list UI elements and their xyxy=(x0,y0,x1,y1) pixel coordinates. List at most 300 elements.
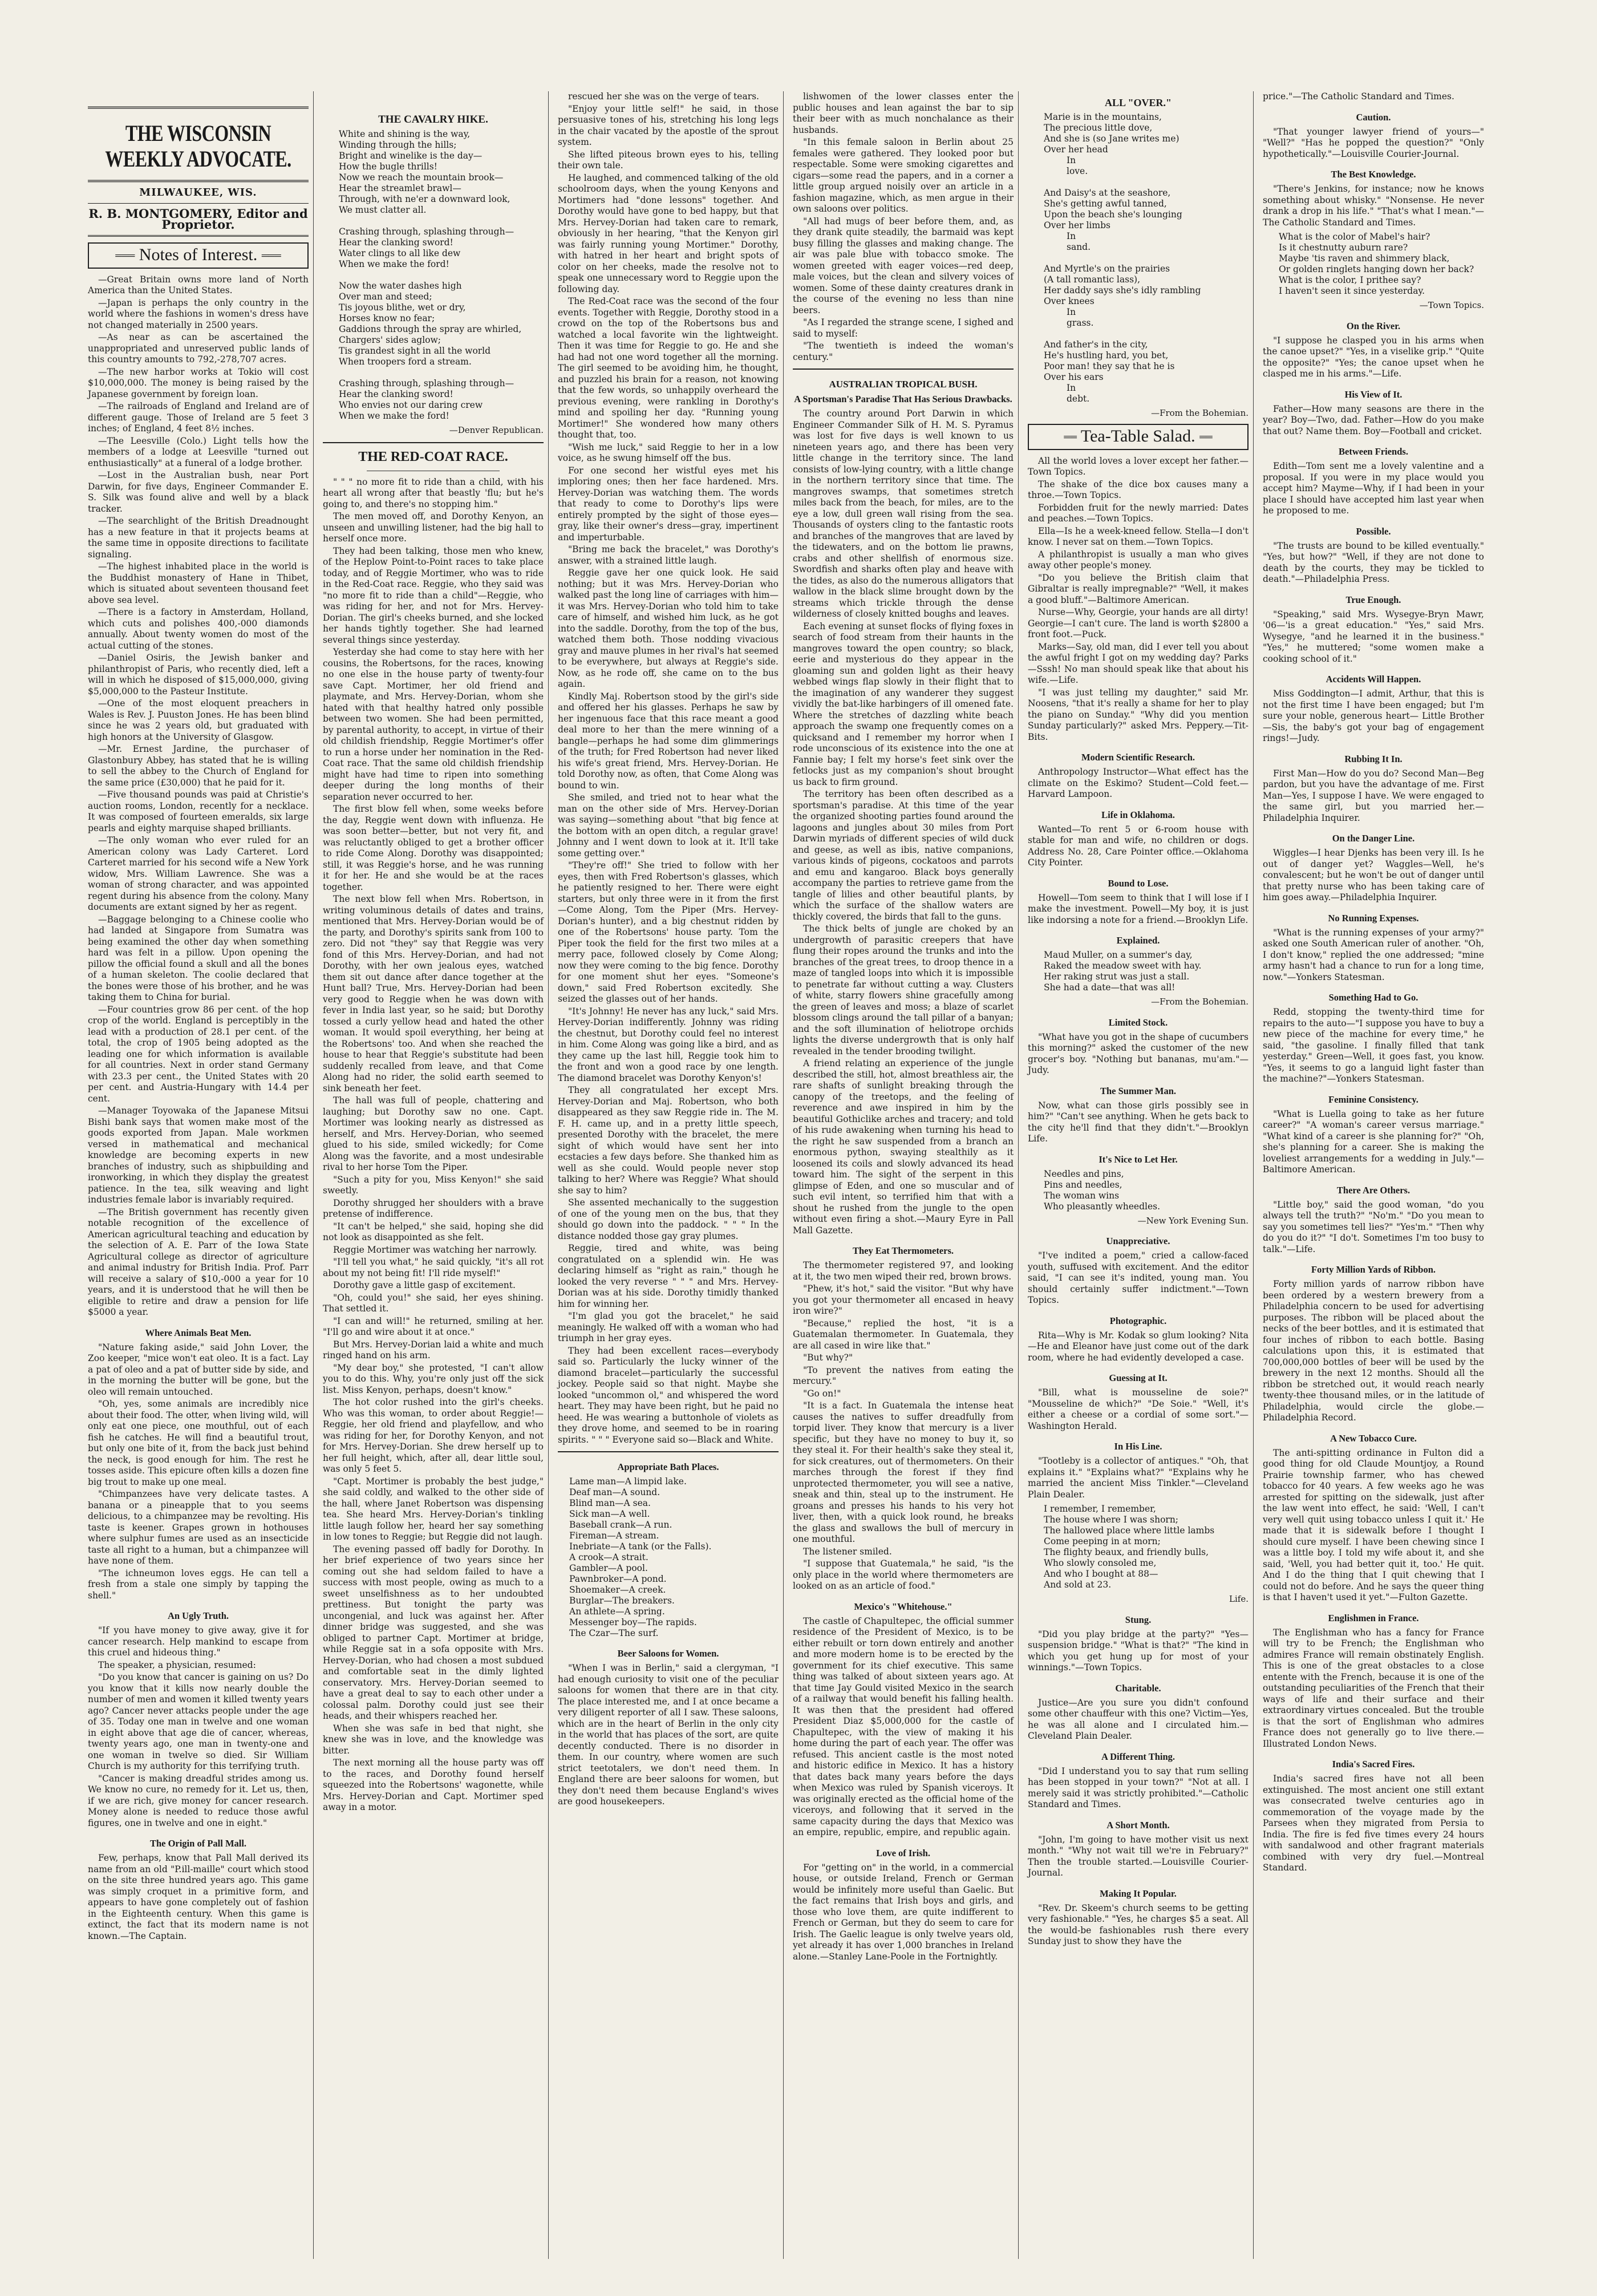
source-credit: —From the Bohemian. xyxy=(1151,997,1249,1007)
paragraph: "Speaking," said Mrs. Wysegye-Bryn Mawr, '06—'is a great education." "Yes," said Mrs. Wysegye, "and he learned it in the business." "Yes," he muttered; "some women make a cooking school of it." xyxy=(1263,609,1484,664)
article-heading: A New Tobacco Cure. xyxy=(1330,1432,1417,1444)
paragraph: They had been excellent races—everybody said so. Particularly the lucky winner of the diamond bracelet—particularly the successful jockey. People said so that night. Maybe she looked "uncommon ol," and whispered the word heart. They may have been right, but he paid no heed. He was wearing a buttonhole of violets as they drove home, and seemed to be in roaring spirits. " " " Everyone said so—Black and White. xyxy=(558,1345,779,1445)
paragraph: "Rev. Dr. Skeem's church seems to be getting very fashionable." "Yes, he charges $5 a seat. All the would-be fashionables rush there every Sunday just to show they have the xyxy=(1028,1902,1249,1947)
paragraph: The hall was full of people, chattering and laughing; but Dorothy saw no one. Capt. Mortimer was looking nearly as distressed as herself, and Mrs. Hervey-Dorian, who seemed glued to his side, smiled wickedly; for Come Along was the favorite, and a most undesirable rival to her horse Tom the Piper. xyxy=(323,1095,544,1172)
list-item: The Czar—The surf. xyxy=(569,1628,659,1638)
paragraph: " " " no more fit to ride than a child, with his heart all wrong after that beastly 'flu; but he's going to, and there's no stopping him." xyxy=(323,476,544,509)
joke: Marks—Say, old man, did I ever tell you about the awful fright I got on my wedding day? Parks—Sssh! No man should speak like that about his wife.—Life. xyxy=(1028,641,1249,686)
notes-of-interest-heading: ═══ Notes of Interest. ═══ xyxy=(88,242,309,269)
article-heading: Between Friends. xyxy=(1339,446,1408,457)
verse-line: Gaddions through the spray are whirled, xyxy=(339,324,522,334)
paragraph: Miss Goddington—I admit, Arthur, that this is not the first time I have been engaged; but I'm sure your noble, generous heart— Little Brother—Sis, the baby's got your bag of engagement rings!—Judy. xyxy=(1263,689,1484,743)
verse-line: The precious little dove, xyxy=(1044,123,1153,133)
paragraph: "All had mugs of beer before them, and, as they drank quite steadily, the barmaid was kept busy filling the glasses and making change. The air was pale blue with tobacco smoke. The women greeted with eager voices—red deep, male voices, but the clean and silvery voices of women. Some of these dainty creatures drank in the course of the evening no less than nine beers. xyxy=(793,216,1014,315)
list-item: Lame man—A limpid lake. xyxy=(569,1476,687,1487)
article-heading: Caution. xyxy=(1356,111,1391,123)
column-6 xyxy=(1260,91,1489,2259)
article-heading: Stung. xyxy=(1125,1614,1152,1625)
verse-line: Who envies not our daring crew xyxy=(339,400,483,410)
paragraph: She smiled, and tried not to hear what the man on the other side of Mrs. Hervey-Dorian was saying—something about "that big fence at the bottom with an open ditch, a regular grave! Johnny and I went down to look at it. It'll take some getting over." xyxy=(558,792,779,859)
note-item: —Five thousand pounds was paid at Christie's auction rooms, London, recently for a necklace. It was composed of fourteen emeralds, six large pearls and eighty marquise shaped brilliants. xyxy=(88,789,309,833)
verse-line: And who I bought at 88— xyxy=(1044,1569,1158,1580)
article-heading: His View of It. xyxy=(1344,388,1403,400)
article-body xyxy=(793,408,1014,1236)
paragraph: They all congratulated her except Mrs. Hervey-Dorian and Maj. Robertson, who both disappeared as they saw Reggie ride in. The M. F. H. came up, and in a pretty little speech, presented Dorothy with the bracelet, the mere sight of which would have sent her into ecstacies a few days before. She thanked him as well as she could. Would people never stop talking to her? Where was Reggie? What should she say to him? xyxy=(558,1085,779,1196)
verse-line: And Myrtle's on the prairies xyxy=(1044,264,1170,274)
paragraph: Reggie Mortimer was watching her narrowly. xyxy=(333,1244,537,1255)
paragraph: Reggie, tired and white, was being congratulated on a splendid win. He was declaring himself as "right as rain," though he looked the very reverse " " " and Mrs. Hervey-Dorian was at his side. Dorothy timidly thanked him for winning her. xyxy=(558,1243,779,1309)
paragraph: rescued her she was on the verge of tears. xyxy=(568,91,759,102)
article-body xyxy=(88,1853,309,1942)
paragraph: "There's Jenkins, for instance; now he knows something about whisky." "Nonsense. He never drank a drop in his life." "That's what I mean."—The Catholic Standard and Times. xyxy=(1263,184,1484,228)
paragraph: "Bring me back the bracelet," was Dorothy's answer, with a strained little laugh. xyxy=(558,544,779,566)
verse-line xyxy=(1044,329,1249,339)
note-item: —Japan is perhaps the only country in the world where the fashions in women's dress have not changed materially in 2500 years. xyxy=(88,297,309,330)
paragraph: "My dear boy," she protested, "I can't allow you to do this. Why, you're only just off the sick list. Miss Kenyon, perhaps, doesn't know." xyxy=(323,1362,544,1395)
verse-line: Now we reach the mountain brook— xyxy=(339,172,504,183)
paragraph: The speaker, a physician, resumed: xyxy=(98,1659,256,1670)
paragraph: "Bill, what is mousseline de soie?" "Mousseline de which?" "De Soie." "Well, it's either a cheese or a cordial of some sort."—Washington Herald. xyxy=(1028,1387,1249,1431)
paragraph: "I'll tell you what," he said quickly, "it's all rot about my not being fit! I'll ride myself!" xyxy=(323,1257,544,1278)
jokes-list xyxy=(1028,456,1249,743)
article-heading: Charitable. xyxy=(1115,1682,1161,1694)
joke: Ella—Is he a week-kneed fellow. Stella—I don't know. I never sat on them.—Town Topics. xyxy=(1028,525,1249,548)
jokes-continued xyxy=(1263,91,1484,1874)
note-item: —The British government has recently given notable recognition of the excellence of American agricultural teaching and education by the selection of A. E. Parr of the Iowa State Agricultural college as director of agriculture and animal industry for British India. Prof. Parr will receive a salary of $10,-000 a year for 10 years, and it is understood that he will then be eligible to retire and draw a pension for life $5000 a year. xyxy=(88,1206,309,1318)
article-heading: Something Had to Go. xyxy=(1328,992,1418,1003)
verse-line: Tis grandest sight in all the world xyxy=(339,346,491,356)
verse xyxy=(1028,950,1249,993)
note-item: —One of the most eloquent preachers in Wales is Rev. J. Puuston Jones. He has been blind since he was 2 years old, but graduated with high honors at the University of Glasgow. xyxy=(88,698,309,742)
article-heading: On the River. xyxy=(1346,320,1401,331)
list-item: An athlete—A spring. xyxy=(569,1606,665,1617)
paragraph: The country around Port Darwin in which Engineer Commander Silk of H. M. S. Pyramus was lost for five days is well known to us nineteen years ago, and there has been very little change in the territory since. The land consists of low-lying country, with a little change in the northern territory since that time. The mangroves swamps, that sometimes stretch miles back from the beach, for miles, are to the eye a low, dull green wall rising from the sea. Thousands of oysters cling to the fantastic roots and branches of the mangroves that are laved by the tidewaters, and on the bottom lie prawns, crabs and other shellfish of enormous size. Swordfish and sharks often play and heave with the tides, as also do the numerous alligators that wallow in the black slime brought down by the streams which trickle through the dense wilderness of closely knitted boughs and leaves. xyxy=(793,408,1014,619)
joke: The shake of the dice box causes many a throe.—Town Topics. xyxy=(1028,479,1249,501)
story-continued xyxy=(558,91,779,1445)
article-heading: Forty Million Yards of Ribbon. xyxy=(1311,1264,1436,1275)
paragraph: "That younger lawyer friend of yours—" "Well?" "Has he popped the question?" "Only hypothetically."—Louisville Courier-Journal. xyxy=(1263,126,1484,159)
joke: A philanthropist is usually a man who gives away other people's money. xyxy=(1028,549,1249,571)
paragraph: He laughed, and commenced talking of the old schoolroom days, when the young Kenyons and Mortimers had "done lessons" together. And Dorothy would have gone to bed happy, but that Mrs. Hervey-Dorian had taken care to remark, obviously in her hearing, "that the Kenyon girl was fairly running young Mortimer." Dorothy, with hatred in her heart and bright spots of color on her cheeks, made the resolve not to speak one unnecessary word to Reggie upon the following day. xyxy=(558,172,779,294)
paragraph: "Oh, could you!" she said, her eyes shining. That settled it. xyxy=(323,1292,544,1314)
article-heading: True Enough. xyxy=(1345,594,1401,605)
article-heading: Modern Scientific Research. xyxy=(1081,752,1195,763)
column-2 xyxy=(321,91,549,2259)
verse xyxy=(1028,1169,1249,1212)
paragraph: "I can and will!" he returned, smiling at her. "I'll go and wire about it at once." xyxy=(323,1315,544,1337)
paragraph: lishwomen of the lower classes enter the public houses and lean against the bar to sip their beer with as much nonchalance as their husbands. xyxy=(793,91,1014,135)
paragraph: "The twentieth is indeed the woman's century." xyxy=(793,341,1014,362)
article-heading: There Are Others. xyxy=(1336,1184,1410,1196)
paragraph: Howell—Tom seem to think that I will lose if I make the investment. Powell—My boy, it is just like indorsing a note for a friend.—Brooklyn Life. xyxy=(1028,892,1249,925)
list-item: Pawnbroker—A pond. xyxy=(569,1574,667,1584)
note-item: —The highest inhabited place in the world is the Buddhist monastery of Hane in Thibet, which is situated about seventeen thousand feet above sea level. xyxy=(88,561,309,605)
verse-line: Poor man! they say that he is xyxy=(1044,361,1175,371)
verse-line: Crashing through, splashing through— xyxy=(339,226,514,237)
verse-line xyxy=(339,216,544,226)
paragraph: The Englishman who has a fancy for France will try to be French; the Englishman who admires France will remain obstinately English. This is one of the great obstacles to a close entente with the French, because it is one of the outstanding peculiarities of the French that their ways of life and their surface and their extraordinary virtues concealed. But the trouble is that the sort of Englishman who admires France does not generally go to live there.—Illustrated London News. xyxy=(1263,1627,1484,1749)
paragraph: "When I was in Berlin," said a clergyman, "I had enough curiosity to visit one of the peculiar saloons for women that there are in that city. The place interested me, and I at once became a very diligent reporter of all I saw. These saloons, which are in the heart of Berlin in the only city in the world that has places of the sort, are quite decently conducted. There is no disorder in them. In our country, where women are such strict teetotalers, we don't need them. In England there are beer saloons for women, but they don't need them because England's wives are good housekeepers. xyxy=(558,1663,779,1807)
paragraph: "It is a fact. In Guatemala the intense heat causes the natives to suffer dreadfully from torpid liver. They know that mercury is a liver specific, but they have no money to buy it, so they steal it. For their health's sake they steal it, for sick creatures, out of thermometers. On their marches through the forest if they find unprotected thermometer, you will see a native, sneak and thin, steal up to the instrument. He groans and presses his hands to his very hot liver, then, with a quick look round, he breaks the glass and swallows the bull of mercury in one mouthful. xyxy=(793,1400,1014,1544)
verse-line: The woman wins xyxy=(1044,1190,1120,1201)
paragraph: The first blow fell when, some weeks before the day, Reggie went down with influenza. He was soon better—better, but not very fit, and was reluctantly obliged to get a brother officer to ride Come Along. Dorothy was disappointed; still, it was Reggie's horse, and he was running it for her. He and she would be at the races together. xyxy=(323,804,544,892)
article-body xyxy=(793,1616,1014,1839)
note-item: —Great Britain owns more land of North America than the United States. xyxy=(88,274,309,296)
note-item: —As near as can be ascertained the unappropriated and unreserved public lands of this country amounts to 792,-278,707 acres. xyxy=(88,332,309,365)
note-item: —The only woman who ever ruled for an American colony was Lady Carteret. Lord Carteret married for his second wife a New York widow, Mrs. William Lawrence. She was a woman of strong character, and was appointed regent during his absence from the colony. Many documents are extant signed by her as regent. xyxy=(88,835,309,913)
verse-line: Needles and pins, xyxy=(1044,1168,1124,1179)
article-heading: Beer Saloons for Women. xyxy=(617,1648,719,1659)
paragraph: "Chimpanzees have very delicate tastes. A banana or a pineapple that to you seems delicious, to a chimpanzee may be revolting. His taste is keener. Grapes grown in hothouses where sulphur fumes are used as an insecticide taste all right to a human, but a chimpanzee will have none of them. xyxy=(88,1489,309,1566)
verse-line: He's hustling hard, you bet, xyxy=(1044,350,1169,361)
paragraph: Dorothy gave a little gasp of excitement. xyxy=(333,1280,516,1290)
article-heading: Possible. xyxy=(1356,525,1391,537)
paragraph: Reggie gave her one quick look. He said nothing; but it was Mrs. Hervey-Dorian who walked past the long line of carriages with him—it was Mrs. Hervey-Dorian who told him to take care of himself, and wished him luck, as he got into the saddle. Dorothy, from the top of the bus, watched them both. Those nodding vivacious gray and mauve plumes in her rival's hat seemed to be everywhere, but always at Reggie's side. Now, as he rode off, she came on to the bus again. xyxy=(558,568,779,689)
verse-line: When we make the ford! xyxy=(339,411,449,421)
source-credit: —New York Evening Sun. xyxy=(1137,1215,1249,1226)
article-body xyxy=(88,1625,309,1829)
article-heading: Mexico's "Whitehouse." xyxy=(854,1601,952,1612)
article-heading: Feminine Consistency. xyxy=(1328,1094,1418,1105)
masthead-editor: R. B. MONTGOMERY, Editor and Proprietor. xyxy=(88,203,309,237)
verse-line: Horses know no fear; xyxy=(339,313,435,323)
list-item: A crook—A strait. xyxy=(569,1552,648,1562)
paragraph: For one second her wistful eyes met his imploring ones; then her face hardened. Mrs. Hervey-Dorian was watching them. The words that ready to come to Dorothy's lips were entirely prompted by the sight of those eyes—gray, like their owner's dress—gray, impertinent and imperturbable. xyxy=(558,465,779,542)
paragraph: "In this female saloon in Berlin about 25 females were gathered. They looked poor but respectable. Some were smoking cigarettes and cigars—some read the papers, and in a corner a little group argued noisily over an article in a fashion magazine, which, as men argue in their own saloons over politics. xyxy=(793,137,1014,214)
paragraph: But Mrs. Hervey-Dorian laid a white and much ringed hand on his arm. xyxy=(323,1339,544,1360)
paragraph: Father—How many seasons are there in the year? Boy—Two, dad. Father—How do you make that out? Name them. Boy—Football and cricket. xyxy=(1263,403,1484,436)
paragraph: "If you have money to give away, give it for cancer research. Help mankind to escape from this cruel and hideous thing." xyxy=(88,1625,309,1658)
verse-line: What is the color of Mabel's hair? xyxy=(1279,232,1430,242)
verse-line: Or golden ringlets hanging down her back? xyxy=(1279,264,1474,274)
verse-line: grass. xyxy=(1067,318,1094,328)
verse-line: Chargers' sides aglow; xyxy=(339,335,441,345)
paragraph: "I'm glad you got the bracelet," he said meaningly. He walked off with a woman who had triumph in her gray eyes. xyxy=(558,1311,779,1343)
article-heading: They Eat Thermometers. xyxy=(852,1245,954,1256)
paragraph: The castle of Chapultepec, the official summer residence of the President of Mexico, is to be either rebuilt or torn down entirely and another and more modern home is to be erected by the government for its chief executive. This same thing was talked of about sixteen years ago. At that time Jay Gould visited Mexico in the search of a railway that would benefit his falling health. It was then that the president had offered President Diaz $5,000,000 for the castle of Chapultepec, with the view of making it his home during the part of each year. The offer was refused. This ancient castle is the most noted and historic edifice in Mexico. It has a history that dates back many years before the days when Mexico was ruled by Spanish viceroys. It was originally erected as the official home of the viceroys, and following that it served in the same capacity during the days that Mexico was an empire, republic, empire, and republic again. xyxy=(793,1615,1014,1837)
paragraph: "I suppose that Guatemala," he said, "is the only place in the world where thermometers are looked on as an article of food." xyxy=(793,1558,1014,1591)
verse-line: Her daddy says she's idly rambling xyxy=(1044,285,1201,295)
paragraph: Each evening at sunset flocks of flying foxes in search of food stream from their haunts in the mangroves toward the open country; so black, eerie and mysterious do they appear in the gloaming sun and golden light as their heavy webbed wings flap slowly in their flight that to the imagination of any wanderer they suggest vividly the bat-like harbingers of ill omened fate. Where the stretches of dazzling white beach approach the swamp one frequently comes on a quicksand and I remember my horror when I rode unconscious of its existence into the one at Fannie bay; I felt my horse's feet sink over the fetlocks just as my companion's shout brought us back to firm ground. xyxy=(793,621,1014,787)
masthead-city: MILWAUKEE, WIS. xyxy=(139,187,257,199)
verse-line: Who slowly consoled me, xyxy=(1044,1558,1157,1569)
verse-line: Bright and winelike is the day— xyxy=(339,151,483,161)
paragraph: "Oh, yes, some animals are incredibly nice about their food. The otter, when living wild, will only eat one piece, one mouthful, out of each fish he catches. He will find a beautiful trout, but only one bite of it, from the back just behind the neck, is good enough for him. The rest he tosses aside. This epicure often kills a dozen fine big trout to make up one meal. xyxy=(88,1399,309,1487)
verse-line xyxy=(1044,177,1249,188)
paragraph: The hot color rushed into the girl's cheeks. Who was this woman, to order about Reggie!—Reggie, her old friend and playfellow, and who was riding for her, for Dorothy Kenyon, and not for Mrs. Hervey-Dorian. She drew herself up to her full height, which, after all, dear little soul, was only 5 feet 5. xyxy=(323,1397,544,1474)
paragraph: "What have you got in the shape of cucumbers this morning?" asked the customer of the new grocer's boy. "Nothing but bananas, mu'am."—Judy. xyxy=(1028,1031,1249,1076)
article-heading: Where Animals Beat Men. xyxy=(145,1327,252,1338)
paragraph: "It's Johnny! He never has any luck," said Mrs. Hervey-Dorian indifferently. Johnny was riding the chestnut, but Dorothy could feel no interest in him. Come Along was going like a bird, and as they came up the last hill, Reggie took him to the front and won a good race by one length. The diamond bracelet was Dorothy Kenyon's! xyxy=(558,1006,779,1083)
note-item: —The railroads of England and Ireland are of different gauge. Those of Ireland are 5 feet 3 inches; of England, 4 feet 8½ inches. xyxy=(88,401,309,434)
note-item: —The Leesville (Colo.) Light tells how the members of a lodge at Leesville "turned out enthusiastically" at a funeral of a lodge brother. xyxy=(88,435,309,468)
article-heading: It's Nice to Let Her. xyxy=(1099,1153,1178,1165)
verse-line: When troopers ford a stream. xyxy=(339,357,472,367)
verse-line: Tis joyous blithe, wet or dry, xyxy=(339,302,466,313)
article-heading: India's Sacred Fires. xyxy=(1332,1759,1415,1769)
article-heading: Photographic. xyxy=(1109,1315,1167,1326)
list-item: Burglar—The breakers. xyxy=(569,1596,675,1606)
paragraph: "Cancer is making dreadful strides among us. We know no cure, no remedy for it. Let us, then, if we are rich, give money for cancer research. Money alone is needed to reduce those awful figures, one in twelve and one in eight." xyxy=(88,1773,309,1828)
verse-line: And father's in the city, xyxy=(1044,339,1148,350)
verse-line: Now the water dashes high xyxy=(339,281,462,291)
article-heading: Guessing at It. xyxy=(1109,1372,1168,1384)
paragraph: Wanted—To rent 5 or 6-room house with stable for man and wife, no children or dogs. Address No. 28, Care Pointer office.—Oklahoma City Pointer. xyxy=(1028,824,1249,868)
paragraph: The next blow fell when Mrs. Robertson, in writing voluminous details of dates and trains, mentioned that Mrs. Hervey-Dorian would be of the party, and Dorothy's spirits sank from 100 to zero. Did not "they" say that Reggie was very fond of this Mrs. Hervey-Dorian, and had not Dorothy, with her own jealous eyes, watched them sit out dance after dance together at the Hunt ball? True, Mrs. Hervey-Dorian had been very good to Reggie when he was down with fever in India last year, so he said; but Dorothy tossed a curly yellow head and hated the other woman. It would spoil everything, her being at the Robertsons' too. And when she reached the house to hear that Reggie's substitute had been suddenly recalled from leave, and that Come Along had no rider, the solid earth seemed to sink beneath her feet. xyxy=(323,894,544,1094)
verse-line: Maybe 'tis raven and shimmery black, xyxy=(1279,253,1450,264)
article-subheading: A Sportsman's Paradise That Has Serious Drawbacks. xyxy=(794,394,1012,404)
notes-list xyxy=(88,274,309,1318)
paragraph: "To prevent the natives from eating the mercury." xyxy=(793,1364,1014,1386)
poem-source: —From the Bohemian. xyxy=(1151,408,1249,418)
article-heading: Unappreciative. xyxy=(1106,1236,1170,1247)
article-heading: An Ugly Truth. xyxy=(167,1610,229,1622)
verse-line: Through, with ne'er a downward look, xyxy=(339,194,510,204)
poem-title: THE CAVALRY HIKE. xyxy=(378,114,488,125)
verse-line: Over her limbs xyxy=(1044,220,1110,230)
list-item: Fireman—A stream. xyxy=(569,1530,659,1541)
verse-line: How the bugle thrills! xyxy=(339,161,437,172)
paragraph: The thick belts of jungle are choked by an undergrowth of parasitic creepers that have flung their ropes around the trunks and into the branches of the great trees, to droop thence in a maze of tangled loops into which it is impossible to penetrate far without cutting a way. Clusters of white, starry flowers shine gracefully among the green of leaves and moss; a blaze of scarlet blossom clings around the tall pillar of a banyan; and the soft illumination of heliotrope orchids lights the diverse undergrowth that is only half revealed in the tender brooding twilight. xyxy=(793,924,1014,1056)
article-heading: Explained. xyxy=(1116,935,1160,946)
verse-line: When we make the ford! xyxy=(339,259,449,269)
verse-line: Over knees xyxy=(1044,296,1095,306)
article-heading: Love of Irish. xyxy=(876,1847,930,1858)
paragraph: First Man—How do you do? Second Man—Beg pardon, but you have the advantage of me. First Man—Yes, I suppose I have. We were engaged to the same girl, but you married her.—Philadelphia Inquirer. xyxy=(1263,768,1484,823)
verse-line: Over his ears xyxy=(1044,372,1104,382)
article-heading: Bound to Lose. xyxy=(1108,877,1169,889)
verse-line: Pins and needles, xyxy=(1044,1179,1122,1190)
verse-line: debt. xyxy=(1067,394,1090,404)
paragraph: Justice—Are you sure you didn't confound some other chauffeur with this one? Victim—Yes, he was all alone and I circulated him.—Cleveland Plain Dealer. xyxy=(1028,1697,1249,1742)
column-4 xyxy=(791,91,1019,2259)
article-heading: Making It Popular. xyxy=(1100,1888,1177,1899)
verse-line: Over her head xyxy=(1044,144,1108,155)
verse-line: love. xyxy=(1067,166,1088,176)
paragraph: The anti-spitting ordinance in Fulton did a good thing for old Claude Mountjoy, a Round Prairie township farmer, who has chewed tobacco for 40 years. A few weeks ago he was arrested for spitting on the sidewalk, just after the law went into effect, he said: 'Well, I can't very well quit using tobacco unless I quit it.' He made that it is sidewalk before I thought I should cure myself. I have been chewing since I was a little boy. I told my wife about it, and she said, 'Well, you had better quit it, too.' He quit. And I do the thing that I quit chewing that I could not do before. And he says the queer thing is that I haven't used it yet."—Fulton Gazette. xyxy=(1263,1447,1484,1602)
article-heading: The Best Knowledge. xyxy=(1331,169,1416,180)
paragraph: Anthropology Instructor—What effect has the climate on the Eskimo? Student—Cold feet.—Harvard Lampoon. xyxy=(1028,767,1249,800)
article-heading: Englishmen in France. xyxy=(1328,1612,1419,1623)
article-heading: Rubbing It In. xyxy=(1344,753,1403,764)
verse-line: sand. xyxy=(1067,242,1091,252)
paragraph: She assented mechanically to the suggestion of one of the young men on the bus, that they should go down into the paddock. " " " In the distance nodded those gay gray plumes. xyxy=(558,1197,779,1241)
paragraph: A friend relating an experience of the jungle described the still, hot, almost breathless air, the rare shafts of sunlight breaking through the canopy of the treetops, and the feeling of reverence and awe inspired in him by the beautiful Gothiclike arches and tracery; and told of his rude awakening when turning his head to the right he saw suspended from a branch an enormous python, swaying stealthily as it loosened its coils and slowly advanced its head toward him. The sight of the serpent in this glimpse of Eden, and one so muscular and of such evil intent, so terrified him that with a shout he rushed from the jungle to the open without even firing a shot.—Maury Eyre in Pall Mall Gazette. xyxy=(793,1058,1014,1236)
verse-line: Her raking strut was just a stall. xyxy=(1044,971,1190,982)
verse-line: In xyxy=(1067,231,1076,241)
verse-line: I haven't seen it since yesterday. xyxy=(1279,286,1425,296)
verse-line: Winding through the hills; xyxy=(339,140,457,150)
poem-title: ALL "OVER." xyxy=(1104,97,1172,108)
article-heading: A Different Thing. xyxy=(1101,1751,1176,1762)
note-item: —Mr. Ernest Jardine, the purchaser of Glastonbury Abbey, has stated that he is willing to sell the abbey to the Church of England for the same price (£30,000) that he paid for it. xyxy=(88,744,309,788)
bath-places-list xyxy=(558,1476,779,1639)
list-item: Messenger boy—The rapids. xyxy=(569,1617,697,1627)
verse-line: I remember, I remember, xyxy=(1044,1504,1156,1515)
article-heading: Appropriate Bath Places. xyxy=(617,1461,719,1472)
paragraph: They had been talking, those men who knew, of the Heplow Point-to-Point races to take place today, and of Reggie Mortimer, who was to ride in the Red-Coat race. Reggie, who they said was "no more fit to ride than a child"—Reggie, who was riding for her, and not for Mrs. Hervey-Dorian. The girl's cheeks burned, and she locked her hands tightly together. She had learned several things since yesterday. xyxy=(323,545,544,645)
article-heading: On the Danger Line. xyxy=(1332,833,1415,844)
verse-line: And Daisy's at the seashore, xyxy=(1044,188,1171,198)
masthead-title: THE WISCONSIN WEEKLY ADVOCATE. xyxy=(88,107,309,183)
verse-line: What is the color, I prithee say? xyxy=(1279,275,1421,285)
joke: Nurse—Why, Georgie, your hands are all dirty! Georgie—I can't cure. The land is worth $2800 a front foot.—Puck. xyxy=(1028,607,1249,640)
paragraph: The Red-Coat race was the second of the four events. Together with Reggie, Dorothy stood in a crowd on the top of the Robertsons bus and watched a local favorite win the lightweight. Then it was time for Reggie to go. He and she had had not one word together all the morning. The girl seemed to be avoiding him, he thought, and puzzled his brain for a reason, not knowing that the few words, so unhappily overheard the previous evening, were rankling in Dorothy's mind and spoiling her day. "Running young Mortimer!" She wondered how many others thought that, too. xyxy=(558,296,779,440)
list-item: Shoemaker—A creek. xyxy=(569,1585,666,1595)
verse-line: In xyxy=(1067,307,1076,317)
verse-line: In xyxy=(1067,383,1076,393)
paragraph: "Little boy," said the good woman, "do you always tell the truth?" "No'm." "Do you mean to say you sometimes tell lies?" "Yes'm." "Then why do you do it?" "I do't. Sometimes I'm too busy to talk."—Life. xyxy=(1263,1199,1484,1254)
verse-line: Hear the clanking sword! xyxy=(339,389,453,399)
paragraph: "As I regarded the strange scene, I sighed and said to myself: xyxy=(793,317,1014,339)
paragraph: Dorothy shrugged her shoulders with a brave pretense of indifference. xyxy=(323,1197,544,1219)
joke: All the world loves a lover except her father.—Town Topics. xyxy=(1028,455,1249,477)
paragraph: Rita—Why is Mr. Kodak so glum looking? Nita—He and Eleanor have just come out of the dark room, where he had evidently developed a case. xyxy=(1028,1330,1249,1363)
paragraph: "Because," replied the host, "it is a Guatemalan thermometer. In Guatemala, they are all cased in wire like that." xyxy=(793,1318,1014,1351)
article-heading: Limited Stock. xyxy=(1108,1017,1168,1028)
paragraph: Wiggles—I hear Djenks has been very ill. Is he out of danger yet? Waggles—Well, he's convalescent; but he won't be out of danger until that pretty nurse who has been taking care of him goes away.—Philadelphia Inquirer. xyxy=(1263,848,1484,902)
note-item: —The searchlight of the British Dreadnought has a new feature in that it projects beams at the same time in opposite directions to facilitate signaling. xyxy=(88,516,309,560)
newspaper-page xyxy=(86,91,1494,2259)
article-heading: No Running Expenses. xyxy=(1328,912,1419,924)
paragraph: "What is Luella going to take as her future career?" "A woman's career versus marriage." "What kind of a career is she planning for?" "Oh, she's planning for a career. She is making the loveliest arrangements for a wedding in July."—Baltimore American. xyxy=(1263,1108,1484,1175)
verse xyxy=(1263,232,1484,297)
story-body xyxy=(323,477,544,1813)
paragraph: "Tootleby is a collector of antiques." "Oh, that explains it." "Explains what?" "Explains why he married the ancient Miss Tinkler."—Cleveland Plain Dealer. xyxy=(1028,1456,1249,1500)
article-continued xyxy=(793,91,1014,363)
article-body xyxy=(88,1342,309,1602)
verse-line: White and shining is the way, xyxy=(339,129,471,139)
paragraph: The listener smiled. xyxy=(803,1546,892,1557)
paragraph: "What is the running expenses of your army?" asked one South American ruler of another. "Oh, I don't know," replied the one addressed; "mine army hasn't had a chance to run for a long time, now."—Yonkers Statesman. xyxy=(1263,927,1484,982)
verse-line xyxy=(339,367,544,378)
article-body xyxy=(558,1663,779,1808)
column-5 xyxy=(1026,91,1254,2259)
story-title: THE RED-COAT RACE. xyxy=(358,449,508,464)
list-item: Gambler—A pool. xyxy=(569,1563,648,1573)
verse-line: She had a date—that was all! xyxy=(1044,982,1176,993)
verse-line: Crashing through, splashing through— xyxy=(339,378,514,388)
verse-line: Hear the streamlet brawl— xyxy=(339,183,461,193)
list-item: Blind man—A sea. xyxy=(569,1498,651,1508)
poem-source: —Denver Republican. xyxy=(449,425,544,435)
verse-line: And she is (so Jane writes me) xyxy=(1044,133,1179,144)
article-heading: Accidents Will Happen. xyxy=(1326,674,1421,685)
paragraph: "Phew, it's hot," said the visitor. "But why have you got your thermometer all encased in heavy iron wire?" xyxy=(793,1283,1014,1316)
paragraph: price."—The Catholic Standard and Times. xyxy=(1263,91,1454,102)
column-3 xyxy=(556,91,784,2259)
paragraph: "It can't be helped," she said, hoping she did not look as disappointed as she felt. xyxy=(323,1221,544,1242)
verse-line: She's getting awful tanned, xyxy=(1044,199,1167,209)
paragraph: "The ichneumon loves eggs. He can tell a fresh from a stale one simply by tapping the shell." xyxy=(88,1568,309,1601)
paragraph: "Capt. Mortimer is probably the best judge," she said coldly, and walked to the other side of the hall, where Janet Robertson was dispensing tea. She heard Mrs. Hervey-Dorian's tinkling little laugh follow her, heard her say something in low tones to Reggie; but Reggie did not laugh. xyxy=(323,1476,544,1542)
verse-line: The hallowed place where little lambs xyxy=(1044,1525,1215,1536)
jokes-continued xyxy=(1028,752,1249,1947)
article-body xyxy=(793,1862,1014,1963)
note-item: —Baggage belonging to a Chinese coolie who had landed at Singapore from Sumatra was being examined the other day when something hard was felt in a pillow. Upon opening the pillow the official found a skull and all the bones of a human skeleton. The coolie declared that the bones were those of his brother, and he was taking them to China for burial. xyxy=(88,914,309,1003)
paragraph: The thermometer registered 97, and looking at it, the two men wiped their red, brown brows. xyxy=(793,1260,1014,1282)
verse-line: Is it chestnutty auburn rare? xyxy=(1279,242,1408,253)
paragraph: "Did you play bridge at the party?" "Yes—suspension bridge." "What is that?" "The kind in which you get hung up for most of your winnings."—Town Topics. xyxy=(1028,1629,1249,1673)
paragraph: Redd, stopping the twenty-third time for repairs to the auto—"I suppose you have to buy a new piece of the machine for every time," he said, "the gasoline. I finally filled that tank yesterday." Green—Well, it goes fast, you know. "Yes, it seems to go a languid light faster than the machine?"—Yonkers Statesman. xyxy=(1263,1007,1484,1084)
paragraph: The men moved off, and Dorothy Kenyon, an unseen and unwilling listener, had the big hall to herself once more. xyxy=(323,511,544,544)
paragraph: "But why?" xyxy=(803,1353,853,1363)
paragraph: "John, I'm going to have mother visit us next month." "Why not wait till we're in February?" Then the trouble started.—Louisville Courier-Journal. xyxy=(1028,1834,1249,1878)
verse-line: The flighty beaux, and friendly bulls, xyxy=(1044,1547,1209,1558)
joke: Forbidden fruit for the newly married: Dates and peaches.—Town Topics. xyxy=(1028,502,1249,524)
article-body xyxy=(793,1260,1014,1592)
article-heading: The Summer Man. xyxy=(1100,1085,1177,1096)
article-heading: Life in Oklahoma. xyxy=(1101,809,1175,820)
paragraph: Forty million yards of narrow ribbon have been ordered by a western brewery from a Philadelphia concern to be used for advertising purposes. The ribbon will be placed about the necks of the beer bottles, and it is estimated that four inches of ribbon to each bottle. Basing calculations upon this, it is estimated that 700,000,000 bottles of beer will be used by the brewery in the next 12 months. Should all the ribbon be stretched out, it would reach nearly twenty-thee thousand miles, or in the latitude of Philadelphia, would circle the globe.—Philadelphia Record. xyxy=(1263,1279,1484,1423)
poem-body xyxy=(323,129,544,422)
verse-line: We must clatter all. xyxy=(339,205,427,215)
paragraph: The territory has been often described as a sportsman's paradise. At this time of the year the organized shooting parties found around the lagoons and jungles about 30 miles from Port Darwin myriads of different species of wild duck and geese, as well as ibis, native companions, various kinds of pigeons, cockatoos and parrots and emu and kangaroo. Black boys generally accompany the parties to retrieve game from the tangle of lilies and other beautiful plants, by which the surface of the shallow waters are thickly covered, the birds that fall to the guns. xyxy=(793,789,1014,922)
verse-line xyxy=(1044,253,1249,264)
source-credit: Life. xyxy=(1229,1594,1249,1605)
paragraph: "They're off!" She tried to follow with her eyes, then with Fred Robertson's glasses, which he patiently resigned to her. There were eight starters, but only three were in it from the first—Come Along, Tom the Piper (Mrs. Hervey-Dorian's hunter), and a big chestnut ridden by one of the Robertsons' house party. Tom the Piper took the field for the first two miles at a merry pace, followed closely by Come Along; now they were coming to the big fence. Dorothy for one moment shut her eyes. "Someone's down," said Fred Robertson excitedly. She seized the glasses out of her hands. xyxy=(558,860,779,1004)
poem-body xyxy=(1028,112,1249,404)
note-item: —There is a factory in Amsterdam, Holland, which cuts and polishes 400,-000 diamonds annually. About twenty women do most of the actual cutting of the stones. xyxy=(88,607,309,651)
paragraph: Now, what can those girls possibly see in him?" "Can't see anything. When he gets back to the city he'll find that they didn't."—Brooklyn Life. xyxy=(1028,1100,1249,1144)
tea-table-salad-heading: ══ Tea-Table Salad. ══ xyxy=(1028,424,1249,450)
verse-line: Over man and steed; xyxy=(339,291,432,302)
verse-line: (A tall romantic lass), xyxy=(1044,274,1141,285)
article-heading: A Short Month. xyxy=(1106,1819,1170,1831)
verse-line: Marie is in the mountains, xyxy=(1044,112,1162,122)
paragraph: "I suppose he clasped you in his arms when the canoe upset?" "Yes, in a viselike grip." "Quite the opposite?" "Yes; the canoe upset when he clasped me in his arms."—Life. xyxy=(1263,335,1484,379)
joke: "I was just telling my daughter," said Mr. Noosens, "that it's really a shame for her to play the piano on Sunday." "Why did you mention Sunday particularly?" asked Mrs. Peppery.—Tit-Bits. xyxy=(1028,687,1249,742)
article-heading: In His Line. xyxy=(1114,1441,1162,1452)
column-1 xyxy=(86,91,314,2259)
note-item: —The new harbor works at Tokio will cost $10,000,000. The money is being raised by the Japanese government by foreign loan. xyxy=(88,366,309,399)
note-item: —Manager Toyowaka of the Japanese Mitsui Bishi bank says that women make most of the goods exported from Japan. Male workmen versed in mathematical and mechanical knowledge are becoming experts in new branches of industry, such as shipbuilding and ironworking, in which they display the greatest patience. In the tea, silk weaving and light industries female labor is invariably required. xyxy=(88,1106,309,1205)
joke: "Do you believe the British claim that Gibraltar is really impregnable?" "Well, it makes a good bluff."—Baltimore American. xyxy=(1028,572,1249,605)
article-heading: The Origin of Pall Mall. xyxy=(149,1838,247,1849)
paragraph: When she was safe in bed that night, she knew she was in love, and the knowledge was bitter. xyxy=(323,1723,544,1756)
paragraph: India's sacred fires have not all been extinguished. The most ancient one still extant was consecrated twelve centuries ago in commemoration of the voyage made by the Parsees when they migrated from Persia to India. The fire is fed five times every 24 hours with sandalwood and other fragrant materials combined with very dry fuel.—Montreal Standard. xyxy=(1263,1773,1484,1873)
verse-line: And sold at 23. xyxy=(1044,1580,1112,1590)
paragraph: "I've indited a poem," cried a callow-faced youth, suffused with excitement. And the editor said, "I can see it's indited, young man. You should certainly suffer indictment."—Town Topics. xyxy=(1028,1250,1249,1306)
paragraph: Kindly Maj. Robertson stood by the girl's side and offered her his glasses. Perhaps he saw by her ingenuous face that this race meant a good deal more to her than the mere winning of a bangle—perhaps he had some dim glimmerings of the truth; for Fred Robertson had never liked his wife's great friend, Mrs. Hervey-Dorian. He told Dorothy now, as often, that Come Along was bound to win. xyxy=(558,691,779,791)
verse-line: Raked the meadow sweet with hay. xyxy=(1044,961,1202,971)
list-item: Deaf man—A sound. xyxy=(569,1487,660,1497)
paragraph: Few, perhaps, know that Pall Mall derived its name from an old "P.ill-maille" court which stood on the site three hundred years ago. This game was simply croquet in a primitive form, and appears to have gone completely out of fashion in the Eighteenth century. When this game is extinct, the fact that its modern name is not known.—The Captain. xyxy=(88,1853,309,1941)
verse-line: Maud Muller, on a summer's day, xyxy=(1044,950,1193,961)
list-item: Baseball crank—A run. xyxy=(569,1520,672,1530)
verse-line xyxy=(339,270,544,281)
source-credit: —Town Topics. xyxy=(1419,300,1484,310)
paragraph: The next morning all the house party was off to the races, and Dorothy found herself squeezed into the Robertsons' wagonette, while Mrs. Hervey-Dorian and Capt. Mortimer sped away in a motor. xyxy=(323,1758,544,1812)
paragraph: "Go on!" xyxy=(803,1388,841,1399)
paragraph: Yesterday she had come to stay here with her cousins, the Robertsons, for the races, knowing no one else in the house party of twenty-four save Capt. Mortimer, her old friend and playmate, and Mrs. Hervey-Dorian, whom she hated with that healthy hatred only possible between two women. She had been permitted, by parental authority, to accept, in virtue of their old childish friendship, Reggie Mortimer's offer to run a horse under her nomination in the Red-Coat race. That the same old childish friendship might have had time to ripen into something deeper during the long months of their separation never occurred to her. xyxy=(323,647,544,802)
paragraph: "The trusts are bound to be killed eventually." "Yes, but how?" "Well, if they are not done to death by the courts, they may be tickled to death."—Philadelphia Press. xyxy=(1263,540,1484,584)
paragraph: Edith—Tom sent me a lovely valentine and a proposal. If you were in my place would you accept him? Mayme—Why, if I had been in your place I should have accepted him last year when he proposed to me. xyxy=(1263,461,1484,516)
paragraph: "Wish me luck," said Reggie to her in a low voice, as he swung himself off the bus. xyxy=(558,442,779,463)
note-item: —Lost in the Australian bush, near Port Darwin, for five days, Engineer Commander E. S. Silk was found alive and well by a black tracker. xyxy=(88,470,309,514)
verse-line: In xyxy=(1067,155,1076,165)
paragraph: For "getting on" in the world, in a commercial house, or outside Ireland, French or German would be infinitely more useful than Gaelic. But the fact remains that Irish boys and girls, and those who love them, are quite indifferent to French or German, but they do seem to care for Irish. The Gaelic league is only twelve years old, yet already it has over 1,000 branches in Ireland alone.—Stanley Lane-Poole in the Fortnightly. xyxy=(793,1862,1014,1962)
paragraph: "Nature faking aside," said John Lover, the Zoo keeper, "mice won't eat oleo. It is a fact. Lay a pat of oleo and a pat of butter side by side, and in the morning the butter will be gone, but the oleo will remain untouched. xyxy=(88,1342,309,1397)
paragraph: "Such a pity for you, Miss Kenyon!" she said sweetly. xyxy=(323,1174,544,1196)
verse-line: The house where I was shorn; xyxy=(1044,1515,1179,1525)
list-item: Sick man—A well. xyxy=(569,1509,650,1519)
verse-line: Water clings to all like dew xyxy=(339,248,461,258)
note-item: —Daniel Osiris, the Jewish banker and philanthropist of Paris, who recently died, left a will in which he disposed of $15,000,000, giving $5,000,000 to the Pasteur Institute. xyxy=(88,653,309,697)
list-item: Inebriate—A tank (or the Falls). xyxy=(569,1541,712,1552)
paragraph: "Do you know that cancer is gaining on us? Do you know that it kills now nearly double the number of men and women it killed twenty years ago? Cancer never attacks people under the age of 35. Today one man in twelve and one woman in eight above that age die of cancer, whereas, twenty years ago, one man in twenty-one and one woman in twelve so died. Sir William Church is my authority for this terrifying truth. xyxy=(88,1672,309,1772)
paragraph: She lifted piteous brown eyes to his, telling their own tale. xyxy=(558,149,779,171)
